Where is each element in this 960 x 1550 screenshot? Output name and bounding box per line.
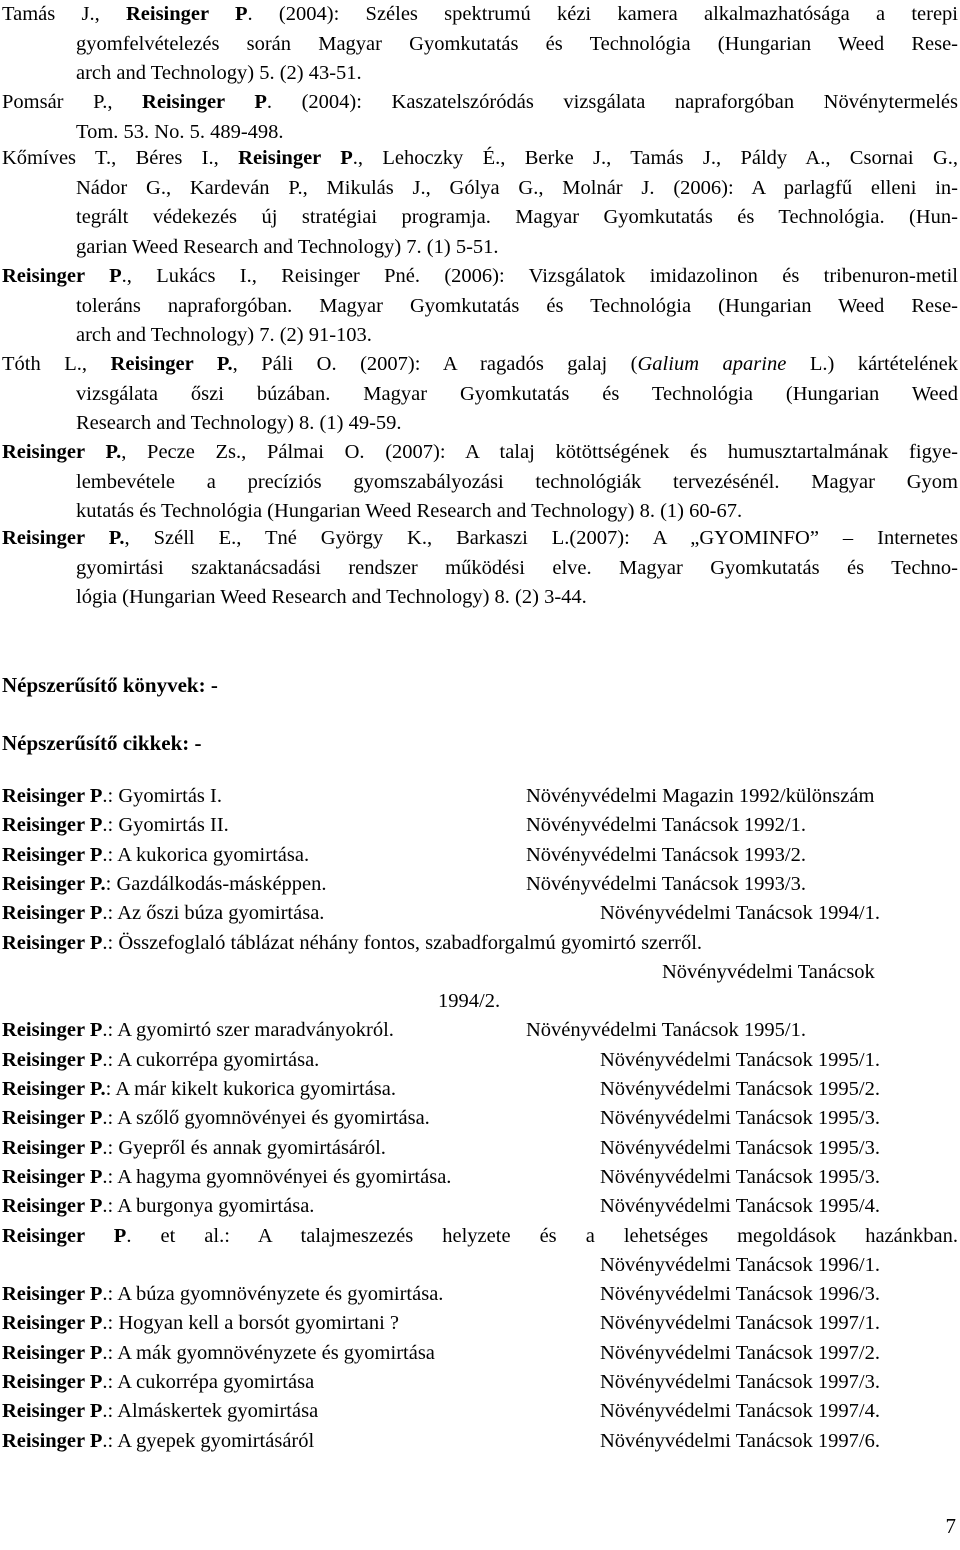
article-source: Növényvédelmi Tanácsok 1995/1. <box>526 1019 807 1041</box>
article-source: Növényvédelmi Tanácsok 1994/1. <box>600 902 881 924</box>
article-title <box>2 932 702 955</box>
article-title <box>2 1430 314 1453</box>
article-title <box>2 1107 430 1130</box>
article-row <box>2 1137 958 1166</box>
article-title-text: : Gazdálkodás-másképpen. <box>105 873 327 895</box>
article-row <box>2 785 958 814</box>
article-title <box>2 1049 319 1072</box>
author-name: Reisinger P <box>2 1400 103 1422</box>
article-source: Növényvédelmi Tanácsok 1995/3. <box>600 1107 881 1129</box>
article-row <box>2 1283 958 1312</box>
article-title-text: .: A hagyma gyomnövényei és gyomirtása. <box>102 1166 452 1188</box>
article-row <box>2 1195 958 1224</box>
reference-line <box>2 144 958 174</box>
article-row <box>2 1078 958 1107</box>
article-title-text: .: A gyepek gyomirtásáról <box>102 1430 315 1452</box>
reference-line <box>2 438 958 468</box>
article-source: Növényvédelmi Tanácsok 1992/1. <box>526 814 807 836</box>
page-number: 7 <box>945 1514 956 1538</box>
reference-line <box>2 292 958 322</box>
article-source: Növényvédelmi Tanácsok 1997/6. <box>600 1430 881 1452</box>
article-row <box>2 1430 958 1459</box>
reference-line <box>2 174 958 204</box>
article-title-text: .: Almáskertek gyomirtása <box>102 1400 319 1422</box>
article-title-text: .: A cukorrépa gyomirtása <box>102 1371 315 1393</box>
author-name: Reisinger P <box>2 1049 103 1071</box>
reference-line <box>2 468 958 498</box>
author-name: Reisinger P <box>2 1019 103 1041</box>
reference-text: , Széll E., Tné György K., Barkaszi L.(2007): A „GYOMINFO” – Internetes <box>124 527 958 549</box>
article-title <box>2 785 222 808</box>
author-name: Reisinger P. <box>110 353 233 375</box>
article-title-text: .: A burgonya gyomirtása. <box>102 1195 315 1217</box>
reference-text: ., Lehoczky É., Berke J., Tamás J., Páldy A., Csornai G., <box>352 147 959 169</box>
article-source: Növényvédelmi Tanácsok 1995/1. <box>600 1049 881 1071</box>
article-row <box>2 990 958 1019</box>
reference-entry <box>2 262 958 351</box>
article-row <box>2 1107 958 1136</box>
article-title-text: .: Gyomirtás I. <box>102 785 222 807</box>
reference-entry <box>2 144 958 262</box>
reference-line <box>2 262 958 292</box>
article-row <box>2 1342 958 1371</box>
reference-text: toleráns napraforgóban. Magyar Gyomkutatás és Technológia (Hungarian Weed Rese- <box>76 294 958 317</box>
reference-entry <box>2 0 958 89</box>
article-row <box>2 961 958 990</box>
reference-text: Kőmíves T., Béres I., <box>2 147 239 169</box>
article-title-text: .: A cukorrépa gyomirtása. <box>102 1049 320 1071</box>
reference-line <box>2 321 958 351</box>
article-title <box>2 1078 396 1101</box>
reference-text: L.) kártételének <box>786 353 958 375</box>
reference-line <box>2 30 958 60</box>
reference-entry <box>2 88 958 147</box>
species-name: Galium aparine <box>637 353 787 375</box>
author-name: Reisinger P <box>2 932 103 954</box>
article-row <box>2 902 958 931</box>
article-title-text: .: A szőlő gyomnövényei és gyomirtása. <box>102 1107 430 1129</box>
article-source: Növényvédelmi Tanácsok 1995/3. <box>600 1166 881 1188</box>
reference-text: Tamás J., <box>2 3 126 25</box>
article-source: 1994/2. <box>438 990 501 1012</box>
article-title <box>2 1166 451 1189</box>
article-title <box>2 844 309 867</box>
article-title-text: .: Gyomirtás II. <box>102 814 229 836</box>
article-title-text: .: Gyepről és annak gyomirtásáról. <box>102 1137 386 1159</box>
reference-entry <box>2 350 958 439</box>
article-source: Növényvédelmi Tanácsok 1996/1. <box>600 1254 881 1276</box>
article-title <box>2 1137 386 1160</box>
reference-text: , Pecze Zs., Pálmai O. (2007): A talaj kötöttségének és humusztartalmának figye- <box>121 441 958 463</box>
author-name: Reisinger P <box>2 785 103 807</box>
reference-text: lógia (Hungarian Weed Research and Technology) 8. (2) 3-44. <box>76 586 587 608</box>
reference-text: gyomirtási szaktanácsadási rendszer működési elve. Magyar Gyomkutatás és Techno- <box>76 556 958 579</box>
reference-line <box>2 233 958 263</box>
author-name: Reisinger P <box>125 3 248 25</box>
article-title-text: .: A gyomirtó szer maradványokról. <box>102 1019 394 1041</box>
reference-line <box>2 203 958 233</box>
author-name: Reisinger P <box>238 147 353 169</box>
reference-line <box>2 497 958 527</box>
reference-text: ., Lukács I., Reisinger Pné. (2006): Vizsgálatok imidazolinon és tribenuron-metil <box>121 265 958 287</box>
author-name: Reisinger P. <box>2 873 106 895</box>
reference-line <box>2 88 958 118</box>
reference-text: Research and Technology) 8. (1) 49-59. <box>76 412 402 434</box>
author-name: Reisinger P <box>2 1283 103 1305</box>
article-row <box>2 814 958 843</box>
author-name: Reisinger P <box>142 91 267 113</box>
article-title-text: .: Az őszi búza gyomirtása. <box>102 902 325 924</box>
reference-text: Pomsár P., <box>2 91 143 113</box>
reference-line <box>2 554 958 584</box>
article-title <box>2 1400 318 1423</box>
author-name: Reisinger P <box>2 1107 103 1129</box>
reference-line <box>2 524 958 554</box>
author-name: Reisinger P <box>2 1137 103 1159</box>
reference-line <box>2 59 958 89</box>
article-title <box>2 873 327 896</box>
author-name: Reisinger P <box>2 1371 103 1393</box>
reference-text: . (2004): Széles spektrumú kézi kamera alkalmazhatósága a terepi <box>247 3 958 25</box>
reference-entry <box>2 438 958 527</box>
article-source: Növényvédelmi Tanácsok 1997/4. <box>600 1400 881 1422</box>
article-row <box>2 873 958 902</box>
author-name: Reisinger P <box>2 1166 103 1188</box>
article-title-text: .: Összefoglaló táblázat néhány fontos, szabadforgalmú gyomirtó szerről. <box>102 932 703 954</box>
reference-text: garian Weed Research and Technology) 7. (1) 5-51. <box>76 235 499 258</box>
reference-text: Tóth L., <box>2 353 111 375</box>
author-name: Reisinger P. <box>2 1078 106 1100</box>
author-name: Reisinger P <box>2 1225 127 1247</box>
reference-line <box>2 380 958 410</box>
reference-text: Nádor G., Kardeván P., Mikulás J., Gólya G., Molnár J. (2006): A parlagfű elleni in- <box>76 176 958 199</box>
article-source: Növényvédelmi Tanácsok 1993/2. <box>526 844 807 866</box>
author-name: Reisinger P <box>2 1430 103 1452</box>
article-title-text: .: A búza gyomnövényzete és gyomirtása. <box>102 1283 444 1305</box>
article-title <box>2 814 229 837</box>
article-title-text: .: Hogyan kell a borsót gyomirtani ? <box>102 1312 400 1334</box>
article-title <box>2 1342 435 1365</box>
article-source: Növényvédelmi Tanácsok 1997/3. <box>600 1371 881 1393</box>
article-row <box>2 1400 958 1429</box>
reference-text: lembevétele a precíziós gyomszabályozási technológiák tervezésénél. Magyar Gyom <box>76 470 958 493</box>
reference-line <box>2 350 958 380</box>
author-name: Reisinger P <box>2 814 103 836</box>
books-heading: Népszerűsítő könyvek: - <box>2 673 218 697</box>
article-source: Növényvédelmi Tanácsok 1997/2. <box>600 1342 881 1364</box>
article-source: Növényvédelmi Tanácsok <box>662 961 875 983</box>
article-title-text: . et al.: A talajmeszezés helyzete és a lehetséges megoldások hazánkban. <box>126 1225 958 1247</box>
reference-text: vizsgálata őszi búzában. Magyar Gyomkutatás és Technológia (Hungarian Weed <box>76 382 958 405</box>
reference-text: . (2004): Kaszatelszóródás vizsgálata napraforgóban Növénytermelés <box>266 91 958 113</box>
author-name: Reisinger P. <box>2 527 125 549</box>
article-row <box>2 1312 958 1341</box>
article-title <box>2 1283 443 1306</box>
reference-line <box>2 118 958 148</box>
article-title-text: .: A mák gyomnövényzete és gyomirtása <box>102 1342 435 1364</box>
reference-line <box>2 0 958 30</box>
reference-entry <box>2 524 958 613</box>
article-row <box>2 1166 958 1195</box>
author-name: Reisinger P <box>2 902 103 924</box>
article-row <box>2 1254 958 1283</box>
reference-text: tegrált védekezés új stratégiai programja. Magyar Gyomkutatás és Technológia. (Hun- <box>76 206 958 228</box>
article-row <box>2 1371 958 1400</box>
author-name: Reisinger P <box>2 1312 103 1334</box>
article-title-text: : A már kikelt kukorica gyomirtása. <box>105 1078 397 1100</box>
reference-text: Tom. 53. No. 5. 489-498. <box>76 120 284 143</box>
article-row <box>2 844 958 873</box>
author-name: Reisinger P <box>2 265 122 287</box>
article-source: Növényvédelmi Magazin 1992/különszám <box>526 785 875 807</box>
reference-line <box>2 409 958 439</box>
article-row <box>2 1225 958 1254</box>
article-title <box>2 902 324 925</box>
article-source: Növényvédelmi Tanácsok 1995/3. <box>600 1137 881 1159</box>
article-row <box>2 1019 958 1048</box>
article-row <box>2 932 958 961</box>
author-name: Reisinger P <box>2 844 103 866</box>
articles-heading: Népszerűsítő cikkek: - <box>2 731 202 755</box>
reference-text: , Páli O. (2007): A ragadós galaj ( <box>232 353 638 375</box>
article-title <box>2 1195 314 1218</box>
article-title <box>2 1019 394 1042</box>
article-source: Növényvédelmi Tanácsok 1996/3. <box>600 1283 881 1305</box>
reference-text: arch and Technology) 7. (2) 91-103. <box>76 324 372 346</box>
article-source: Növényvédelmi Tanácsok 1997/1. <box>600 1312 881 1334</box>
article-row <box>2 1049 958 1078</box>
reference-text: arch and Technology) 5. (2) 43-51. <box>76 62 362 84</box>
reference-line <box>2 583 958 613</box>
article-title <box>2 1312 399 1335</box>
author-name: Reisinger P <box>2 1342 103 1364</box>
reference-text: kutatás és Technológia (Hungarian Weed Research and Technology) 8. (1) 60-67. <box>76 500 743 522</box>
reference-text: gyomfelvételezés során Magyar Gyomkutatás és Technológia (Hungarian Weed Rese- <box>76 32 958 55</box>
author-name: Reisinger P <box>2 1195 103 1217</box>
author-name: Reisinger P. <box>2 441 122 463</box>
article-title <box>2 1225 958 1248</box>
article-title <box>2 1371 314 1394</box>
article-title-text: .: A kukorica gyomirtása. <box>102 844 310 866</box>
article-source: Növényvédelmi Tanácsok 1995/2. <box>600 1078 881 1100</box>
article-source: Növényvédelmi Tanácsok 1995/4. <box>600 1195 881 1217</box>
article-source: Növényvédelmi Tanácsok 1993/3. <box>526 873 807 895</box>
